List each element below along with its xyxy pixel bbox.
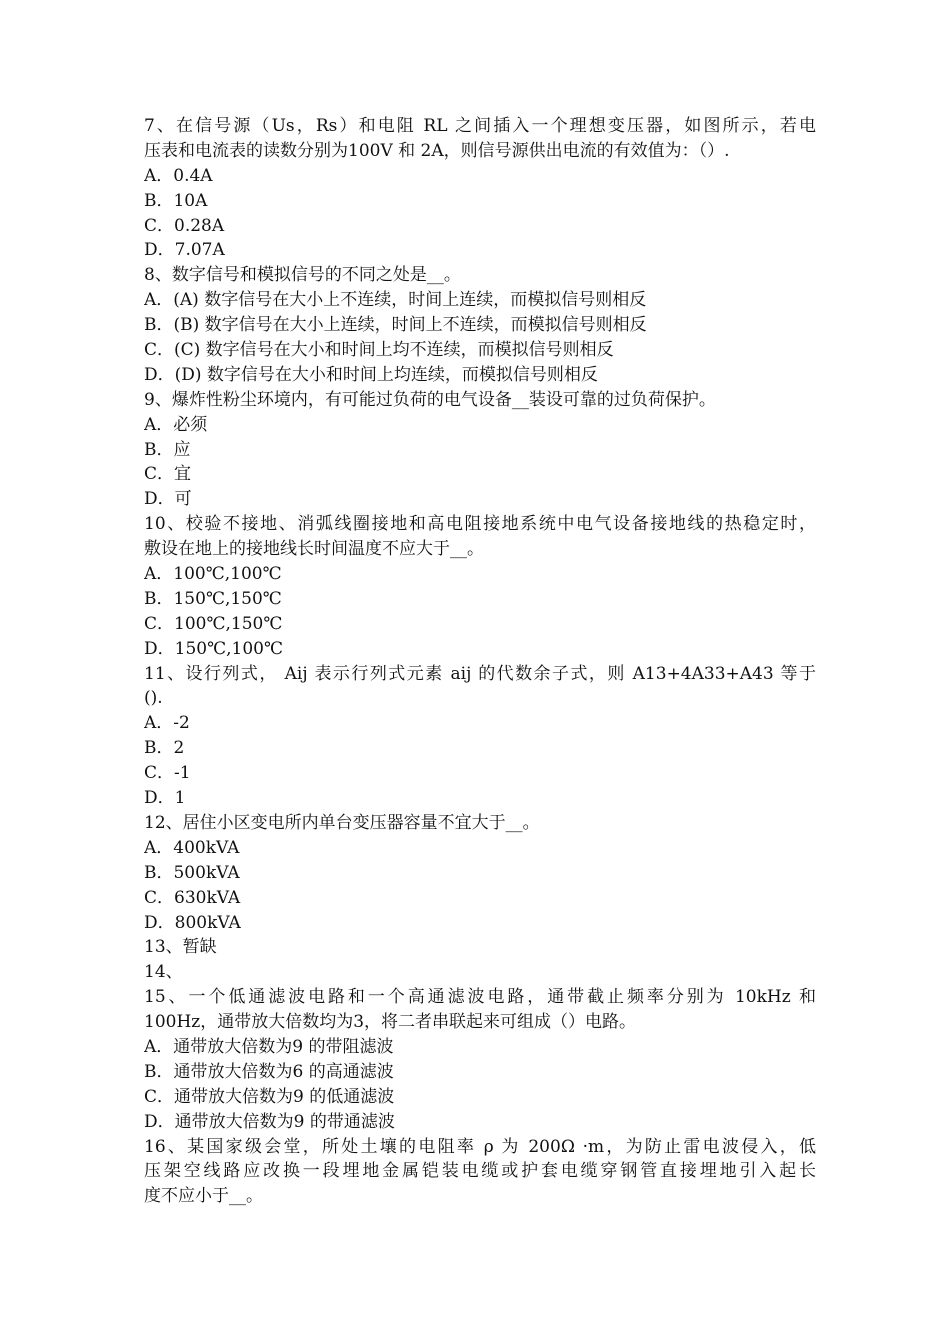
question-block — [144, 388, 816, 512]
answer-option: C．宜 — [144, 464, 192, 485]
answer-option: C．630kVA — [144, 887, 241, 908]
exam-document — [144, 114, 816, 1209]
question-stem-line: 14、 — [144, 962, 183, 983]
answer-option: A．0.4A — [144, 165, 213, 186]
question-stem-line: (). — [144, 688, 163, 709]
answer-option: D．150℃,100℃ — [144, 638, 283, 659]
question-block — [144, 935, 816, 960]
question-block — [144, 512, 816, 661]
question-block — [144, 114, 816, 263]
answer-option: C．-1 — [144, 763, 191, 784]
question-block — [144, 960, 816, 985]
question-stem-line: 度不应小于__。 — [144, 1186, 263, 1207]
question-stem-line: 10、校验不接地、消弧线圈接地和高电阻接地系统中电气设备接地线的热稳定时， — [144, 514, 816, 535]
question-stem-line: 敷设在地上的接地线长时间温度不应大于__。 — [144, 539, 484, 560]
answer-option: D．可 — [144, 489, 192, 510]
question-block — [144, 662, 816, 811]
answer-option: D．(D) 数字信号在大小和时间上均连续，而模拟信号则相反 — [144, 364, 598, 385]
answer-option: B．2 — [144, 738, 185, 759]
question-stem-line: 8、数字信号和模拟信号的不同之处是__。 — [144, 265, 461, 286]
question-block — [144, 1135, 816, 1210]
question-stem-line: 压表和电流表的读数分别为100V 和 2A，则信号源供出电流的有效值为：（）. — [144, 140, 730, 161]
answer-option: A．通带放大倍数为9 的带阻滤波 — [144, 1036, 394, 1057]
question-block — [144, 811, 816, 935]
question-stem-line: 100Hz，通带放大倍数均为3，将二者串联起来可组成（）电路。 — [144, 1012, 637, 1033]
answer-option: A．-2 — [144, 713, 190, 734]
answer-option: B．应 — [144, 439, 191, 460]
answer-option: C．通带放大倍数为9 的低通滤波 — [144, 1086, 395, 1107]
answer-option: A．400kVA — [144, 837, 240, 858]
answer-option: D．800kVA — [144, 912, 241, 933]
question-block — [144, 985, 816, 1134]
answer-option: B．(B) 数字信号在大小上连续，时间上不连续，而模拟信号则相反 — [144, 315, 647, 336]
answer-option: A．必须 — [144, 414, 208, 435]
question-stem-line: 压架空线路应改换一段埋地金属铠装电缆或护套电缆穿钢管直接埋地引入起长 — [144, 1161, 816, 1182]
question-stem-line: 9、爆炸性粉尘环境内，有可能过负荷的电气设备__装设可靠的过负荷保护。 — [144, 389, 716, 410]
question-stem-line: 11、设行列式， Aij 表示行列式元素 aij 的代数余子式，则 A13+4A33+A43 等于 — [144, 663, 816, 684]
question-stem-line: 7、在信号源（Us，Rs）和电阻 RL 之间插入一个理想变压器，如图所示，若电 — [144, 116, 816, 136]
question-stem-line: 16、某国家级会堂，所处土壤的电阻率 ρ 为 200Ω ·m，为防止雷电波侵入，低 — [144, 1136, 816, 1157]
answer-option: B．500kVA — [144, 862, 240, 883]
question-stem-line: 12、居住小区变电所内单台变压器容量不宜大于__。 — [144, 812, 540, 833]
question-stem-line: 13、暂缺 — [144, 937, 217, 958]
answer-option: D．1 — [144, 788, 186, 809]
answer-option: A．100℃,100℃ — [144, 564, 282, 585]
answer-option: C．(C) 数字信号在大小和时间上均不连续，而模拟信号则相反 — [144, 340, 614, 361]
question-stem-line: 15、一个低通滤波电路和一个高通滤波电路，通带截止频率分别为 10kHz 和 — [144, 987, 816, 1008]
answer-option: D．7.07A — [144, 240, 225, 261]
answer-option: B．10A — [144, 190, 208, 211]
answer-option: B．150℃,150℃ — [144, 588, 282, 609]
answer-option: C．100℃,150℃ — [144, 613, 283, 634]
question-block — [144, 263, 816, 387]
answer-option: A．(A) 数字信号在大小上不连续，时间上连续，而模拟信号则相反 — [144, 290, 647, 311]
answer-option: B．通带放大倍数为6 的高通滤波 — [144, 1061, 394, 1082]
answer-option: C．0.28A — [144, 215, 225, 236]
answer-option: D．通带放大倍数为9 的带通滤波 — [144, 1111, 395, 1132]
